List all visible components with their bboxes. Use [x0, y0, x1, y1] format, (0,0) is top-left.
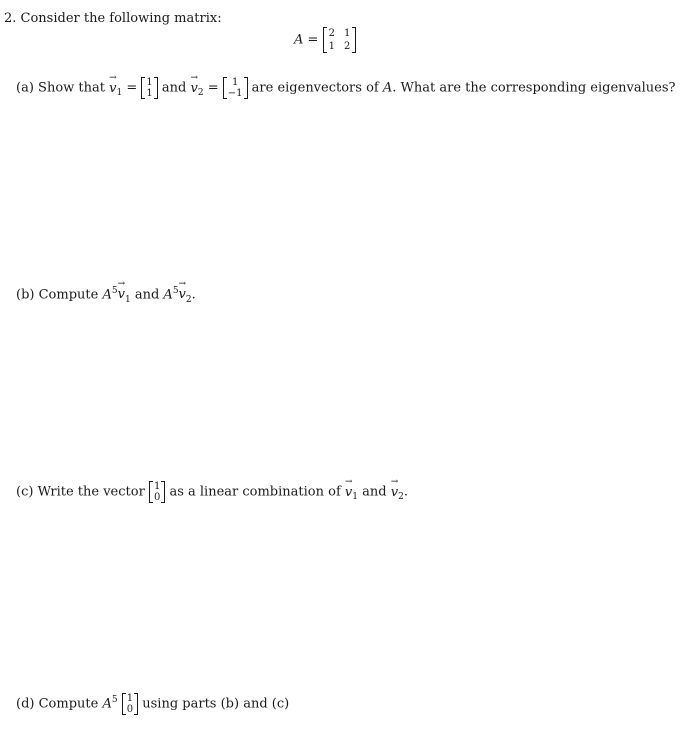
v1-subscript: 1 [116, 88, 123, 99]
v1-subscript: 1 [124, 294, 131, 305]
matrix-cell: 1 [328, 41, 335, 52]
v2-subscript: 2 [185, 294, 192, 305]
e1-vector [149, 481, 165, 503]
matrix-ref: A [102, 696, 112, 712]
matrix-ref: A [163, 287, 173, 303]
vector-entry: 1 [126, 693, 134, 704]
and-text: and [161, 80, 187, 96]
part-a-label: (a) [16, 80, 34, 96]
v1-symbol: v [109, 80, 117, 96]
e1-vector [122, 693, 138, 715]
vector-entry: 0 [126, 704, 134, 715]
exponent: 5 [172, 286, 179, 296]
part-b-text: Compute [38, 287, 99, 303]
part-c-text-2: as a linear combination of [169, 484, 341, 500]
period: . [191, 287, 196, 303]
part-c: (c) Write the vector 1 0 as a linear combination of → $v_1$ and → $v_2$. [16, 476, 408, 503]
part-d-text-2: using parts (b) and (c) [142, 696, 290, 712]
v2-vector [223, 77, 248, 99]
matrix-label: A [294, 32, 304, 48]
vector-entry: −1 [227, 88, 243, 99]
matrix-A [323, 27, 357, 53]
v2-symbol: v [190, 80, 198, 96]
part-d-text: Compute [38, 696, 99, 712]
exponent: 5 [111, 695, 118, 706]
v2-subscript: 2 [197, 88, 204, 99]
part-b-label: (b) [16, 287, 35, 303]
vector-entry: 1 [146, 88, 153, 99]
exponent: 5 [111, 286, 118, 296]
problem-title: 2. Consider the following matrix: [4, 11, 222, 26]
matrix-cell: 2 [343, 41, 351, 52]
part-d-label: (d) [16, 696, 35, 712]
matrix-cell: 2 [328, 28, 335, 39]
matrix-ref: A [102, 287, 112, 303]
and-text: and [362, 484, 387, 500]
matrix-ref: A [382, 80, 393, 96]
vector-entry: 1 [231, 77, 239, 88]
vector-entry: 0 [153, 492, 161, 503]
part-a-question: . What are the corresponding eigenvalues? [392, 80, 676, 96]
matrix-A-display: A = 2 1 1 2 [294, 27, 356, 53]
part-a-text: Show that [38, 80, 105, 96]
part-b: (b) Compute $A^5$ → $v_1$ and $A^5$ → $v_2$. [16, 279, 196, 305]
vector-entry: 1 [153, 481, 161, 492]
matrix-cell: 1 [343, 28, 351, 39]
part-d [16, 693, 289, 715]
v1-subscript: 1 [352, 492, 358, 503]
period: . [403, 484, 408, 500]
v2-subscript: 2 [398, 492, 404, 503]
and-text: and [134, 287, 160, 303]
vector-entry: 1 [146, 77, 153, 88]
part-c-label: (c) [16, 484, 34, 500]
part-a-text-2: are eigenvectors of [251, 80, 379, 96]
part-a: (a) Show that → $v_1$ = 1 1 and → $v_2$ = 1 −1 are eigenvectors of A. What are the corresponding eigenvalues? [16, 72, 676, 99]
v1-vector [141, 77, 157, 99]
part-c-text: Write the vector [37, 484, 145, 500]
